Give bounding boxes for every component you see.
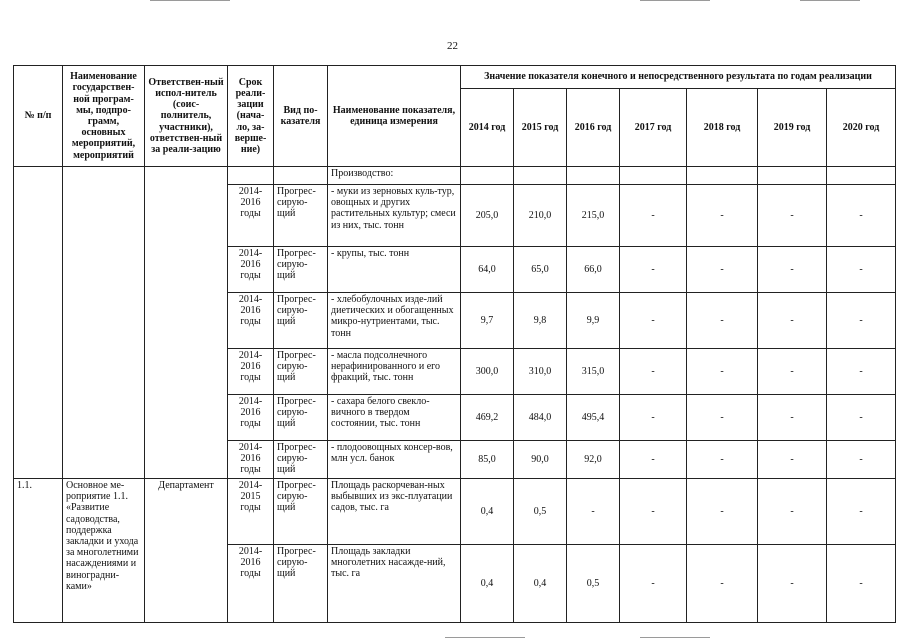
kind-cell: Прогрес-сирую-щий xyxy=(274,545,328,623)
term-cell: 2014-2016 годы xyxy=(228,247,274,293)
header-year: 2020 год xyxy=(827,89,896,167)
kind-cell: Прогрес-сирую-щий xyxy=(274,479,328,545)
value-cell: - xyxy=(827,441,896,479)
value-cell: - xyxy=(620,293,687,349)
header-program: Наименование государствен-ной програм-мы, подпро-грамм, основных мероприятий, мероприятий xyxy=(63,66,145,167)
header-values-group: Значение показателя конечного и непосредственного результата по годам реализации xyxy=(461,66,896,89)
empty-responsible-cell xyxy=(145,167,228,479)
table-row xyxy=(14,479,896,545)
value-cell: 90,0 xyxy=(514,441,567,479)
header-kind: Вид по-казателя xyxy=(274,66,328,167)
kind-cell: Прогрес-сирую-щий xyxy=(274,441,328,479)
value-cell: 9,7 xyxy=(461,293,514,349)
scan-edge-top-1 xyxy=(150,0,230,1)
empty-num-cell xyxy=(14,167,63,479)
value-cell: 0,5 xyxy=(567,545,620,623)
value-cell: 9,8 xyxy=(514,293,567,349)
header-indicator: Наименование показателя, единица измерения xyxy=(328,66,461,167)
term-cell: 2014-2016 годы xyxy=(228,545,274,623)
value-cell: - xyxy=(620,479,687,545)
empty-cell xyxy=(274,167,328,185)
value-cell: - xyxy=(758,441,827,479)
header-row-1 xyxy=(14,66,896,89)
value-cell: - xyxy=(687,293,758,349)
value-cell: 0,4 xyxy=(461,545,514,623)
value-cell: 300,0 xyxy=(461,349,514,395)
value-cell: - xyxy=(827,545,896,623)
value-cell: - xyxy=(758,247,827,293)
event-responsible: Департамент xyxy=(145,479,228,623)
kind-cell: Прогрес-сирую-щий xyxy=(274,185,328,247)
value-cell: - xyxy=(758,395,827,441)
value-cell: 66,0 xyxy=(567,247,620,293)
header-year: 2018 год xyxy=(687,89,758,167)
value-cell: 9,9 xyxy=(567,293,620,349)
value-cell: - xyxy=(687,441,758,479)
header-year: 2014 год xyxy=(461,89,514,167)
kind-cell: Прогрес-сирую-щий xyxy=(274,247,328,293)
value-cell: - xyxy=(827,293,896,349)
value-cell: - xyxy=(827,479,896,545)
scan-edge-top-2 xyxy=(640,0,710,1)
kind-cell: Прогрес-сирую-щий xyxy=(274,349,328,395)
value-cell: - xyxy=(827,349,896,395)
indicator-cell: Площадь раскорчеван-ных выбывших из экс-плуатации садов, тыс. га xyxy=(328,479,461,545)
indicator-cell: - крупы, тыс. тонн xyxy=(328,247,461,293)
value-cell: - xyxy=(620,247,687,293)
indicator-cell: - хлебобулочных изде-лий диетических и обогащенных микро-нутриентами, тыс. тонн xyxy=(328,293,461,349)
value-cell: 495,4 xyxy=(567,395,620,441)
value-cell: - xyxy=(620,395,687,441)
value-cell: - xyxy=(827,185,896,247)
header-year: 2017 год xyxy=(620,89,687,167)
value-cell: - xyxy=(758,545,827,623)
value-cell: 469,2 xyxy=(461,395,514,441)
value-cell: 210,0 xyxy=(514,185,567,247)
term-cell: 2014-2016 годы xyxy=(228,441,274,479)
indicator-cell: - масла подсолнечного нерафинированного и его фракций, тыс. тонн xyxy=(328,349,461,395)
value-cell: 484,0 xyxy=(514,395,567,441)
term-cell: 2014-2016 годы xyxy=(228,185,274,247)
term-cell: 2014-2016 годы xyxy=(228,349,274,395)
value-cell: 0,4 xyxy=(461,479,514,545)
header-num: № п/п xyxy=(14,66,63,167)
value-cell: - xyxy=(567,479,620,545)
value-cell: - xyxy=(620,545,687,623)
indicator-table xyxy=(13,65,896,623)
value-cell: - xyxy=(687,349,758,395)
section-header: Производство: xyxy=(328,167,461,185)
value-cell: - xyxy=(687,395,758,441)
event-num: 1.1. xyxy=(14,479,63,623)
scan-edge-top-3 xyxy=(800,0,860,1)
empty-program-cell xyxy=(63,167,145,479)
value-cell: 92,0 xyxy=(567,441,620,479)
value-cell: - xyxy=(687,185,758,247)
value-cell: - xyxy=(687,247,758,293)
value-cell: - xyxy=(758,349,827,395)
kind-cell: Прогрес-сирую-щий xyxy=(274,293,328,349)
header-year: 2015 год xyxy=(514,89,567,167)
kind-cell: Прогрес-сирую-щий xyxy=(274,395,328,441)
term-cell: 2014-2016 годы xyxy=(228,395,274,441)
scan-edge-bottom-2 xyxy=(640,637,710,638)
value-cell: 315,0 xyxy=(567,349,620,395)
header-year: 2019 год xyxy=(758,89,827,167)
event-program: Основное ме-роприятие 1.1. «Развитие садоводства, поддержка закладки и ухода за многолетними насаждениями и виноградни-ками» xyxy=(63,479,145,623)
value-cell: 64,0 xyxy=(461,247,514,293)
header-year: 2016 год xyxy=(567,89,620,167)
indicator-cell: - сахара белого свекло-вичного в твердом состоянии, тыс. тонн xyxy=(328,395,461,441)
value-cell: - xyxy=(827,395,896,441)
value-cell: - xyxy=(687,545,758,623)
indicator-cell: - муки из зерновых куль-тур, овощных и других растительных культур; смеси из них, тыс. тонн xyxy=(328,185,461,247)
header-responsible: Ответствен-ный испол-нитель (соис-полнитель, участники), ответствен-ный за реали-зацию xyxy=(145,66,228,167)
value-cell: - xyxy=(758,479,827,545)
value-cell: - xyxy=(827,247,896,293)
value-cell: 0,5 xyxy=(514,479,567,545)
section-row xyxy=(14,167,896,185)
value-cell: - xyxy=(620,441,687,479)
value-cell: - xyxy=(620,185,687,247)
value-cell: 85,0 xyxy=(461,441,514,479)
value-cell: 0,4 xyxy=(514,545,567,623)
value-cell: - xyxy=(620,349,687,395)
term-cell: 2014-2016 годы xyxy=(228,293,274,349)
indicator-cell: - плодоовощных консер-вов, млн усл. банок xyxy=(328,441,461,479)
term-cell: 2014-2015 годы xyxy=(228,479,274,545)
value-cell: - xyxy=(758,293,827,349)
empty-cell xyxy=(228,167,274,185)
value-cell: 215,0 xyxy=(567,185,620,247)
indicator-cell: Площадь закладки многолетних насажде-ний, тыс. га xyxy=(328,545,461,623)
page-number: 22 xyxy=(447,40,458,52)
value-cell: - xyxy=(758,185,827,247)
value-cell: - xyxy=(687,479,758,545)
value-cell: 310,0 xyxy=(514,349,567,395)
value-cell: 65,0 xyxy=(514,247,567,293)
scan-edge-bottom-1 xyxy=(445,637,525,638)
header-term: Срок реали-зации (нача-ло, за-верше-ние) xyxy=(228,66,274,167)
value-cell: 205,0 xyxy=(461,185,514,247)
